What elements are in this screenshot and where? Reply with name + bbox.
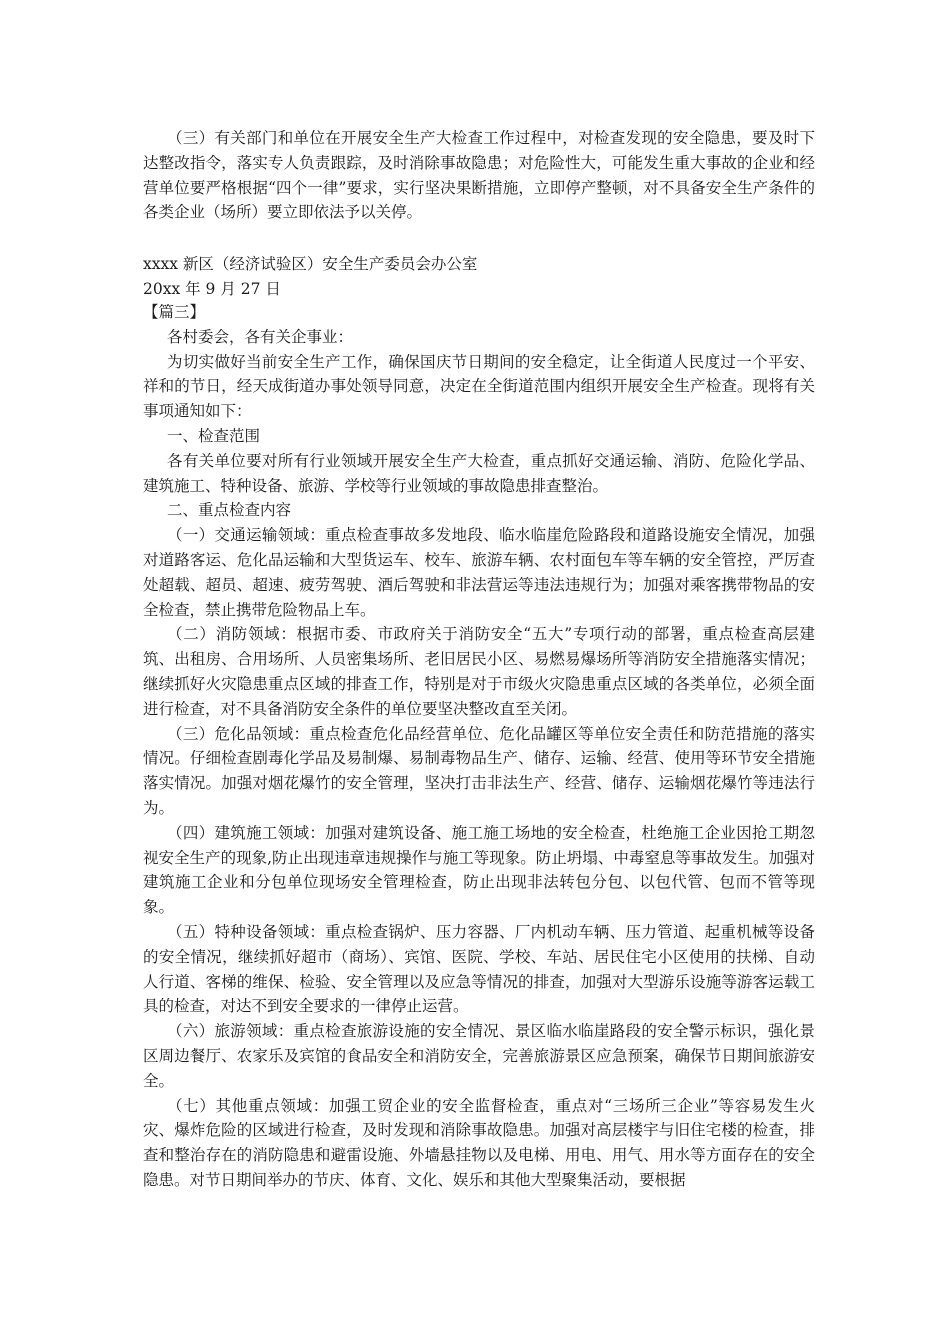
signature-date: 20xx 年 9 月 27 日 [143, 279, 281, 298]
item-transport: （一）交通运输领域：重点检查事故多发地段、临水临崖危险路段和道路设施安全情况，加强对道路客运、危化品运输和大型货运车、校车、旅游车辆、农村面包车等车辆的安全管控，严厉查处超载、超员、超速、疲劳驾驶、酒后驾驶和非法营运等违法违规行为；加强对乘客携带物品的安全检查，禁止携带危险物品上车。 [143, 526, 815, 619]
item-other: （七）其他重点领域：加强工贸企业的安全监督检查，重点对“三场所三企业”等容易发生火灾、爆炸危险的区域进行检查，及时发现和消除事故隐患。加强对高层楼宇与旧住宅楼的检查，排查和整治存在的消防隐患和避雷设施、外墙悬挂物以及电梯、用电、用气、用水等方面存在的安全隐患。对节日期间举办的节庆、体育、文化、娱乐和其他大型聚集活动，要根据 [143, 1096, 815, 1189]
heading-key-content: 二、重点检查内容 [167, 501, 292, 520]
paragraph-top: （三）有关部门和单位在开展安全生产大检查工作过程中，对检查发现的安全隐患，要及时下达整改指令，落实专人负责跟踪，及时消除事故隐患；对危险性大，可能发生重大事故的企业和经营单位要严格根据“四个一律”要求，实行坚决果断措施，立即停产整顿，对不具备安全生产条件的各类企业（场所）要立即依法予以关停。 [143, 129, 815, 222]
item-hazardous-chemicals: （三）危化品领域：重点检查危化品经营单位、危化品罐区等单位安全责任和防范措施的落实情况。仔细检查剧毒化学品及易制爆、易制毒物品生产、储存、运输、经营、使用等环节安全措施落实情况。加强对烟花爆竹的安全管理，坚决打击非法生产、经营、储存、运输烟花爆竹等违法行为。 [143, 724, 815, 817]
main-section [143, 303, 815, 1193]
item-special-equipment: （五）特种设备领域：重点检查锅炉、压力容器、厂内机动车辆、压力管道、起重机械等设备的安全情况，继续抓好超市（商场）、宾馆、医院、学校、车站、居民住宅小区使用的扶梯、自动人行道、客梯的维保、检验、安全管理以及应急等情况的排查，加强对大型游乐设施等游客运载工具的检查，对达不到安全要求的一律停止运营。 [143, 922, 815, 1016]
item-construction: （四）建筑施工领域：加强对建筑设备、施工施工场地的安全检查，杜绝施工企业因抢工期忽视安全生产的现象,防止出现违章违规操作与施工等现象。防止坍塌、中毒窒息等事故发生。加强对建筑施工企业和分包单位现场安全管理检查，防止出现非法转包分包、以包代管、包而不管等现象。 [143, 823, 815, 917]
item-tourism: （六）旅游领域：重点检查旅游设施的安全情况、景区临水临崖路段的安全警示标识，强化景区周边餐厅、农家乐及宾馆的食品安全和消防安全，完善旅游景区应急预案，确保节日期间旅游安全。 [143, 1022, 815, 1090]
section-title: 【篇三】 [143, 303, 206, 321]
heading-scope: 一、检查范围 [167, 426, 261, 445]
signature-org: xxxx 新区（经济试验区）安全生产委员会办公室 [143, 255, 478, 273]
scope-paragraph: 各有关单位要对所有行业领域开展安全生产大检查，重点抓好交通运输、消防、危险化学品、建筑施工、特种设备、旅游、学校等行业领域的事故隐患排查整治。 [143, 451, 815, 495]
signature-block [143, 252, 815, 302]
intro-paragraph: 为切实做好当前安全生产工作，确保国庆节日期间的安全稳定，让全街道人民度过一个平安、祥和的节日，经天成街道办事处领导同意，决定在全街道范围内组织开展安全生产检查。现将有关事项通知如下： [143, 352, 815, 421]
item-fire: （二）消防领域：根据市委、市政府关于消防安全“五大”专项行动的部署，重点检查高层建筑、出租房、合用场所、人员密集场所、老旧居民小区、易燃易爆场所等消防安全措施落实情况；继续抓好火灾隐患重点区域的排查工作，特别是对于市级火灾隐患重点区域的各类单位，必须全面进行检查，对不具备消防安全条件的单位要坚决整改直至关闭。 [143, 625, 815, 718]
salutation: 各村委会，各有关企事业： [167, 327, 354, 346]
top-section [143, 126, 815, 225]
